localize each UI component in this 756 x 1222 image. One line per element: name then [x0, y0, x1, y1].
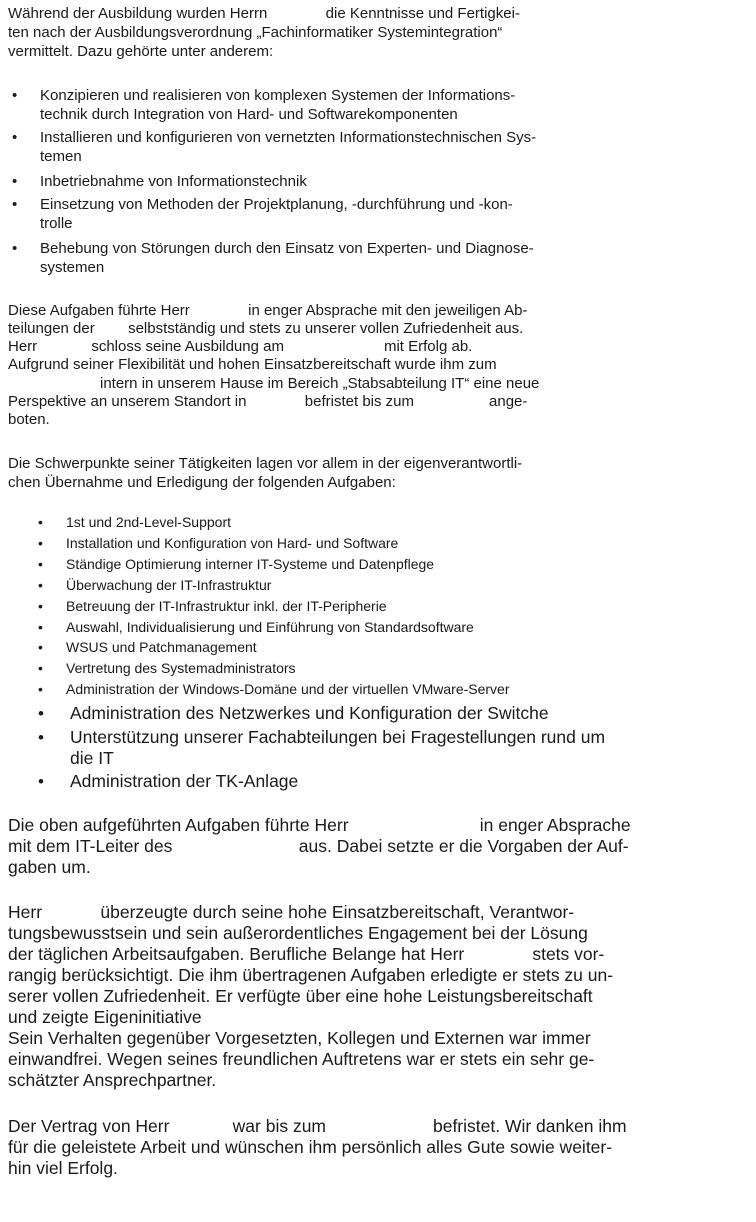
body-line: gaben um.	[8, 857, 91, 877]
bullet-icon: •	[12, 173, 18, 190]
body-line: Diese Aufgaben führte Herr in enger Absprache mit den jeweiligen Ab-	[8, 302, 528, 319]
list-item: Administration der Windows-Domäne und der virtuellen VMware-Server	[66, 681, 510, 697]
body-line: Herr schloss seine Ausbildung am mit Erfolg ab.	[8, 338, 473, 355]
list-item: Unterstützung unserer Fachabteilungen bei Fragestellungen rund um	[70, 727, 606, 747]
body-line: Die Schwerpunkte seiner Tätigkeiten lagen vor allem in der eigenverantwortli-	[8, 455, 523, 472]
body-line: chen Übernahme und Erledigung der folgenden Aufgaben:	[8, 474, 396, 491]
body-line: Perspektive an unserem Standort in befristet bis zum ange-	[8, 393, 528, 410]
list-item: Überwachung der IT-Infrastruktur	[66, 577, 272, 593]
bullet-icon: •	[12, 87, 18, 104]
bullet-icon: •	[38, 772, 44, 791]
list-item: Installation und Konfiguration von Hard- und Software	[66, 535, 399, 551]
bullet-icon: •	[38, 660, 43, 676]
body-line: mit dem IT-Leiter des aus. Dabei setzte er die Vorgaben der Auf-	[8, 836, 629, 856]
list-item: Administration des Netzwerkes und Konfiguration der Switche	[70, 703, 549, 723]
body-line: Der Vertrag von Herr war bis zum befristet. Wir danken ihm	[8, 1116, 627, 1136]
body-line: einwandfrei. Wegen seines freundlichen Auftretens war er stets ein sehr ge-	[8, 1049, 595, 1069]
bullet-icon: •	[12, 240, 18, 257]
list-item: temen	[40, 148, 82, 165]
body-line: Sein Verhalten gegenüber Vorgesetzten, Kollegen und Externen war immer	[8, 1028, 591, 1048]
body-line: und zeigte Eigeninitiative	[8, 1007, 202, 1027]
body-line: rangig berücksichtigt. Die ihm übertragenen Aufgaben erledigte er stets zu un-	[8, 965, 614, 985]
list-item: die IT	[70, 748, 114, 768]
body-line: intern in unserem Hause im Bereich „Stabsabteilung IT“ eine neue	[100, 375, 540, 392]
body-line: Herr überzeugte durch seine hohe Einsatzbereitschaft, Verantwor-	[8, 902, 575, 922]
bullet-icon: •	[38, 514, 43, 530]
list-item: Installieren und konfigurieren von vernetzten Informationstechnischen Sys-	[40, 129, 537, 146]
list-item: Betreuung der IT-Infrastruktur inkl. der IT-Peripherie	[66, 598, 387, 614]
list-item: Ständige Optimierung interner IT-Systeme und Datenpflege	[66, 556, 435, 572]
list-item: Konzipieren und realisieren von komplexen Systemen der Informations-	[40, 87, 516, 104]
bullet-icon: •	[38, 619, 43, 635]
list-item: technik durch Integration von Hard- und Softwarekomponenten	[40, 106, 458, 123]
bullet-icon: •	[38, 728, 44, 747]
body-line: Die oben aufgeführten Aufgaben führte Herr in enger Absprache	[8, 815, 631, 835]
body-line: für die geleistete Arbeit und wünschen ihm persönlich alles Gute sowie weiter-	[8, 1137, 613, 1157]
body-line: der täglichen Arbeitsaufgaben. Berufliche Belange hat Herr stets vor-	[8, 944, 605, 964]
list-item: Inbetriebnahme von Informationstechnik	[40, 173, 307, 190]
list-item: trolle	[40, 215, 73, 232]
list-item: Vertretung des Systemadministrators	[66, 660, 296, 676]
body-line: hin viel Erfolg.	[8, 1158, 118, 1178]
intro-line: ten nach der Ausbildungsverordnung „Fachinformatiker Systemintegration“	[8, 24, 503, 41]
list-item: Einsetzung von Methoden der Projektplanung, -durchführung und -kon-	[40, 196, 513, 213]
bullet-icon: •	[38, 704, 44, 723]
list-item: Auswahl, Individualisierung und Einführung von Standardsoftware	[66, 619, 474, 635]
body-line: boten.	[8, 411, 50, 428]
list-item: Behebung von Störungen durch den Einsatz von Experten- und Diagnose-	[40, 240, 534, 257]
bullet-icon: •	[38, 577, 43, 593]
bullet-icon: •	[38, 535, 43, 551]
list-item: 1st und 2nd-Level-Support	[66, 514, 231, 530]
bullet-icon: •	[38, 681, 43, 697]
body-line: schätzter Ansprechpartner.	[8, 1070, 217, 1090]
body-line: teilungen der selbstständig und stets zu unserer vollen Zufriedenheit aus.	[8, 320, 524, 337]
bullet-icon: •	[38, 639, 43, 655]
bullet-icon: •	[12, 129, 18, 146]
bullet-icon: •	[38, 556, 43, 572]
list-item: Administration der TK-Anlage	[70, 771, 299, 791]
intro-line: Während der Ausbildung wurden Herrn die Kenntnisse und Fertigkei-	[8, 5, 520, 22]
body-line: serer vollen Zufriedenheit. Er verfügte über eine hohe Leistungsbereitschaft	[8, 986, 593, 1006]
body-line: tungsbewusstsein und sein außerordentliches Engagement bei der Lösung	[8, 923, 588, 943]
body-line: Aufgrund seiner Flexibilität und hohen Einsatzbereitschaft wurde ihm zum	[8, 356, 497, 373]
intro-line: vermittelt. Dazu gehörte unter anderem:	[8, 43, 274, 60]
list-item: systemen	[40, 259, 105, 276]
list-item: WSUS und Patchmanagement	[66, 639, 257, 655]
bullet-icon: •	[38, 598, 43, 614]
bullet-icon: •	[12, 196, 18, 213]
